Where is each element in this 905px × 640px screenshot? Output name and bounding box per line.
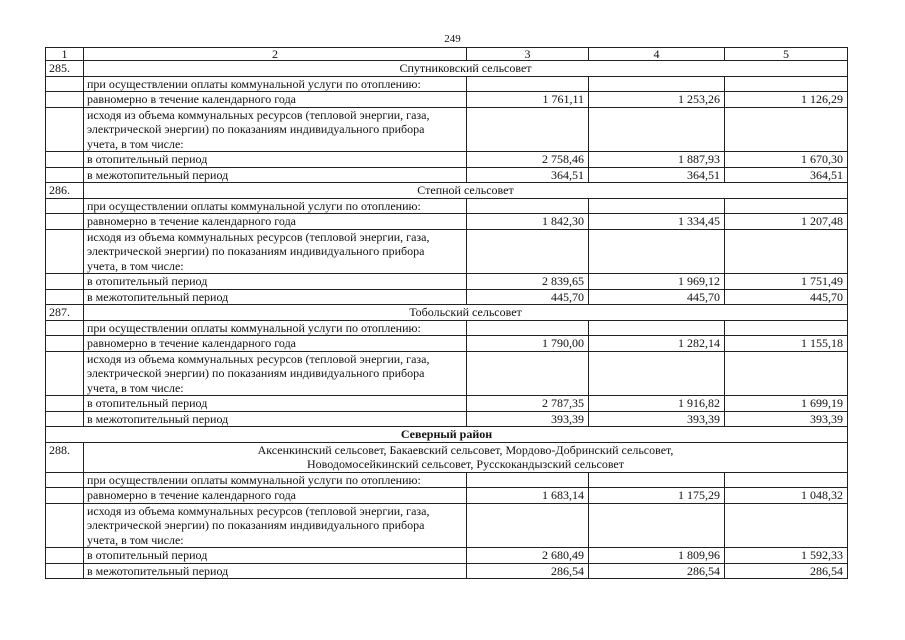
- meter-row: [46, 351, 848, 396]
- value-cell: 1 207,48: [725, 214, 848, 230]
- empty-cell: [46, 76, 84, 92]
- empty-cell: [46, 563, 84, 579]
- uniform-row: [46, 92, 848, 108]
- col-header-4: 4: [589, 48, 725, 61]
- offseason-row: [46, 167, 848, 183]
- empty-cell: [725, 198, 848, 214]
- group-name-line1: Аксенкинский сельсовет, Бакаевский сельсовет, Мордово-Добринский сельсовет,: [257, 442, 674, 457]
- heating-row: [46, 274, 848, 290]
- value-cell: 1 699,19: [725, 396, 848, 412]
- value-cell: 286,54: [589, 563, 725, 579]
- empty-cell: [725, 107, 848, 152]
- value-cell: 1 790,00: [467, 336, 589, 352]
- empty-cell: [467, 76, 589, 92]
- value-cell: 2 758,46: [467, 152, 589, 168]
- offseason-label: в межотопительный период: [84, 411, 467, 427]
- value-cell: 445,70: [589, 289, 725, 305]
- offseason-label: в межотопительный период: [84, 563, 467, 579]
- offseason-row: [46, 289, 848, 305]
- value-cell: 364,51: [589, 167, 725, 183]
- empty-cell: [589, 503, 725, 548]
- uniform-label: равномерно в течение календарного года: [84, 92, 467, 108]
- empty-cell: [46, 548, 84, 564]
- empty-cell: [589, 229, 725, 274]
- empty-cell: [467, 198, 589, 214]
- intro-row: [46, 76, 848, 92]
- empty-cell: [467, 503, 589, 548]
- empty-cell: [589, 198, 725, 214]
- group-title-row: [46, 183, 848, 199]
- group-index: 285.: [46, 61, 84, 77]
- group-title-row: [46, 61, 848, 77]
- group-index: 288.: [46, 442, 84, 472]
- value-cell: 1 048,32: [725, 488, 848, 504]
- empty-cell: [725, 503, 848, 548]
- group-name: Тобольский сельсовет: [84, 305, 848, 321]
- heating-row: [46, 548, 848, 564]
- value-cell: 1 916,82: [589, 396, 725, 412]
- group-name-line2: Новодомосейкинский сельсовет, Русскокандызский сельсовет: [306, 457, 625, 471]
- group-name: Спутниковский сельсовет: [84, 61, 848, 77]
- value-cell: 1 126,29: [725, 92, 848, 108]
- value-cell: 445,70: [467, 289, 589, 305]
- empty-cell: [46, 503, 84, 548]
- heating-label: в отопительный период: [84, 274, 467, 290]
- value-cell: 445,70: [725, 289, 848, 305]
- empty-cell: [467, 351, 589, 396]
- value-cell: 1 761,11: [467, 92, 589, 108]
- empty-cell: [46, 320, 84, 336]
- group-index: 286.: [46, 183, 84, 199]
- intro-row: [46, 320, 848, 336]
- group-title-row: [46, 442, 848, 472]
- offseason-row: [46, 411, 848, 427]
- intro-label: при осуществлении оплаты коммунальной услуги по отоплению:: [84, 320, 467, 336]
- uniform-label: равномерно в течение календарного года: [84, 488, 467, 504]
- col-header-1: 1: [46, 48, 84, 61]
- empty-cell: [46, 351, 84, 396]
- intro-label: при осуществлении оплаты коммунальной услуги по отоплению:: [84, 472, 467, 488]
- value-cell: 393,39: [467, 411, 589, 427]
- value-cell: 1 592,33: [725, 548, 848, 564]
- district-title: Северный район: [46, 427, 848, 443]
- empty-cell: [46, 488, 84, 504]
- empty-cell: [589, 320, 725, 336]
- empty-cell: [467, 107, 589, 152]
- empty-cell: [46, 214, 84, 230]
- offseason-row: [46, 563, 848, 579]
- empty-cell: [46, 229, 84, 274]
- value-cell: 2 787,35: [467, 396, 589, 412]
- uniform-label: равномерно в течение календарного года: [84, 336, 467, 352]
- intro-label: при осуществлении оплаты коммунальной услуги по отоплению:: [84, 198, 467, 214]
- heating-row: [46, 396, 848, 412]
- uniform-row: [46, 336, 848, 352]
- empty-cell: [589, 472, 725, 488]
- heating-row: [46, 152, 848, 168]
- uniform-row: [46, 488, 848, 504]
- empty-cell: [467, 229, 589, 274]
- value-cell: 1 155,18: [725, 336, 848, 352]
- col-header-3: 3: [467, 48, 589, 61]
- group-name: Степной сельсовет: [84, 183, 848, 199]
- value-cell: 286,54: [467, 563, 589, 579]
- value-cell: 393,39: [589, 411, 725, 427]
- offseason-label: в межотопительный период: [84, 289, 467, 305]
- value-cell: 1 887,93: [589, 152, 725, 168]
- meter-label: исходя из объема коммунальных ресурсов (тепловой энергии, газа, электрической энергии) по показаниям индивидуального прибора учета, в том числе:: [84, 229, 467, 274]
- empty-cell: [589, 76, 725, 92]
- header-row: [46, 48, 848, 61]
- heating-label: в отопительный период: [84, 152, 467, 168]
- value-cell: 1 969,12: [589, 274, 725, 290]
- meter-row: [46, 503, 848, 548]
- col-header-2: 2: [84, 48, 467, 61]
- empty-cell: [467, 472, 589, 488]
- value-cell: 1 334,45: [589, 214, 725, 230]
- value-cell: 286,54: [725, 563, 848, 579]
- value-cell: 1 282,14: [589, 336, 725, 352]
- value-cell: 364,51: [467, 167, 589, 183]
- page-number: 249: [444, 33, 461, 45]
- meter-row: [46, 229, 848, 274]
- meter-label: исходя из объема коммунальных ресурсов (тепловой энергии, газа, электрической энергии) по показаниям индивидуального прибора учета, в том числе:: [84, 503, 467, 548]
- empty-cell: [725, 229, 848, 274]
- value-cell: 1 253,26: [589, 92, 725, 108]
- empty-cell: [46, 411, 84, 427]
- value-cell: 1 683,14: [467, 488, 589, 504]
- empty-cell: [467, 320, 589, 336]
- meter-label: исходя из объема коммунальных ресурсов (тепловой энергии, газа, электрической энергии) по показаниям индивидуального прибора учета, в том числе:: [84, 351, 467, 396]
- empty-cell: [46, 152, 84, 168]
- empty-cell: [46, 198, 84, 214]
- value-cell: 393,39: [725, 411, 848, 427]
- empty-cell: [46, 472, 84, 488]
- value-cell: 1 670,30: [725, 152, 848, 168]
- empty-cell: [725, 76, 848, 92]
- empty-cell: [46, 336, 84, 352]
- col-header-5: 5: [725, 48, 848, 61]
- empty-cell: [46, 396, 84, 412]
- empty-cell: [725, 320, 848, 336]
- heating-label: в отопительный период: [84, 548, 467, 564]
- meter-row: [46, 107, 848, 152]
- empty-cell: [46, 107, 84, 152]
- empty-cell: [725, 472, 848, 488]
- value-cell: 1 842,30: [467, 214, 589, 230]
- empty-cell: [589, 107, 725, 152]
- group-name: [84, 442, 848, 472]
- empty-cell: [589, 351, 725, 396]
- group-title-row: [46, 305, 848, 321]
- offseason-label: в межотопительный период: [84, 167, 467, 183]
- empty-cell: [725, 351, 848, 396]
- value-cell: 1 751,49: [725, 274, 848, 290]
- empty-cell: [46, 92, 84, 108]
- empty-cell: [46, 167, 84, 183]
- district-row: [46, 427, 848, 443]
- heating-label: в отопительный период: [84, 396, 467, 412]
- intro-label: при осуществлении оплаты коммунальной услуги по отоплению:: [84, 76, 467, 92]
- value-cell: 2 839,65: [467, 274, 589, 290]
- value-cell: 1 809,96: [589, 548, 725, 564]
- value-cell: 2 680,49: [467, 548, 589, 564]
- empty-cell: [46, 289, 84, 305]
- uniform-label: равномерно в течение календарного года: [84, 214, 467, 230]
- value-cell: 1 175,29: [589, 488, 725, 504]
- group-index: 287.: [46, 305, 84, 321]
- uniform-row: [46, 214, 848, 230]
- tariff-table-main: [45, 47, 848, 579]
- meter-label: исходя из объема коммунальных ресурсов (тепловой энергии, газа, электрической энергии) по показаниям индивидуального прибора учета, в том числе:: [84, 107, 467, 152]
- intro-row: [46, 472, 848, 488]
- empty-cell: [46, 274, 84, 290]
- intro-row: [46, 198, 848, 214]
- value-cell: 364,51: [725, 167, 848, 183]
